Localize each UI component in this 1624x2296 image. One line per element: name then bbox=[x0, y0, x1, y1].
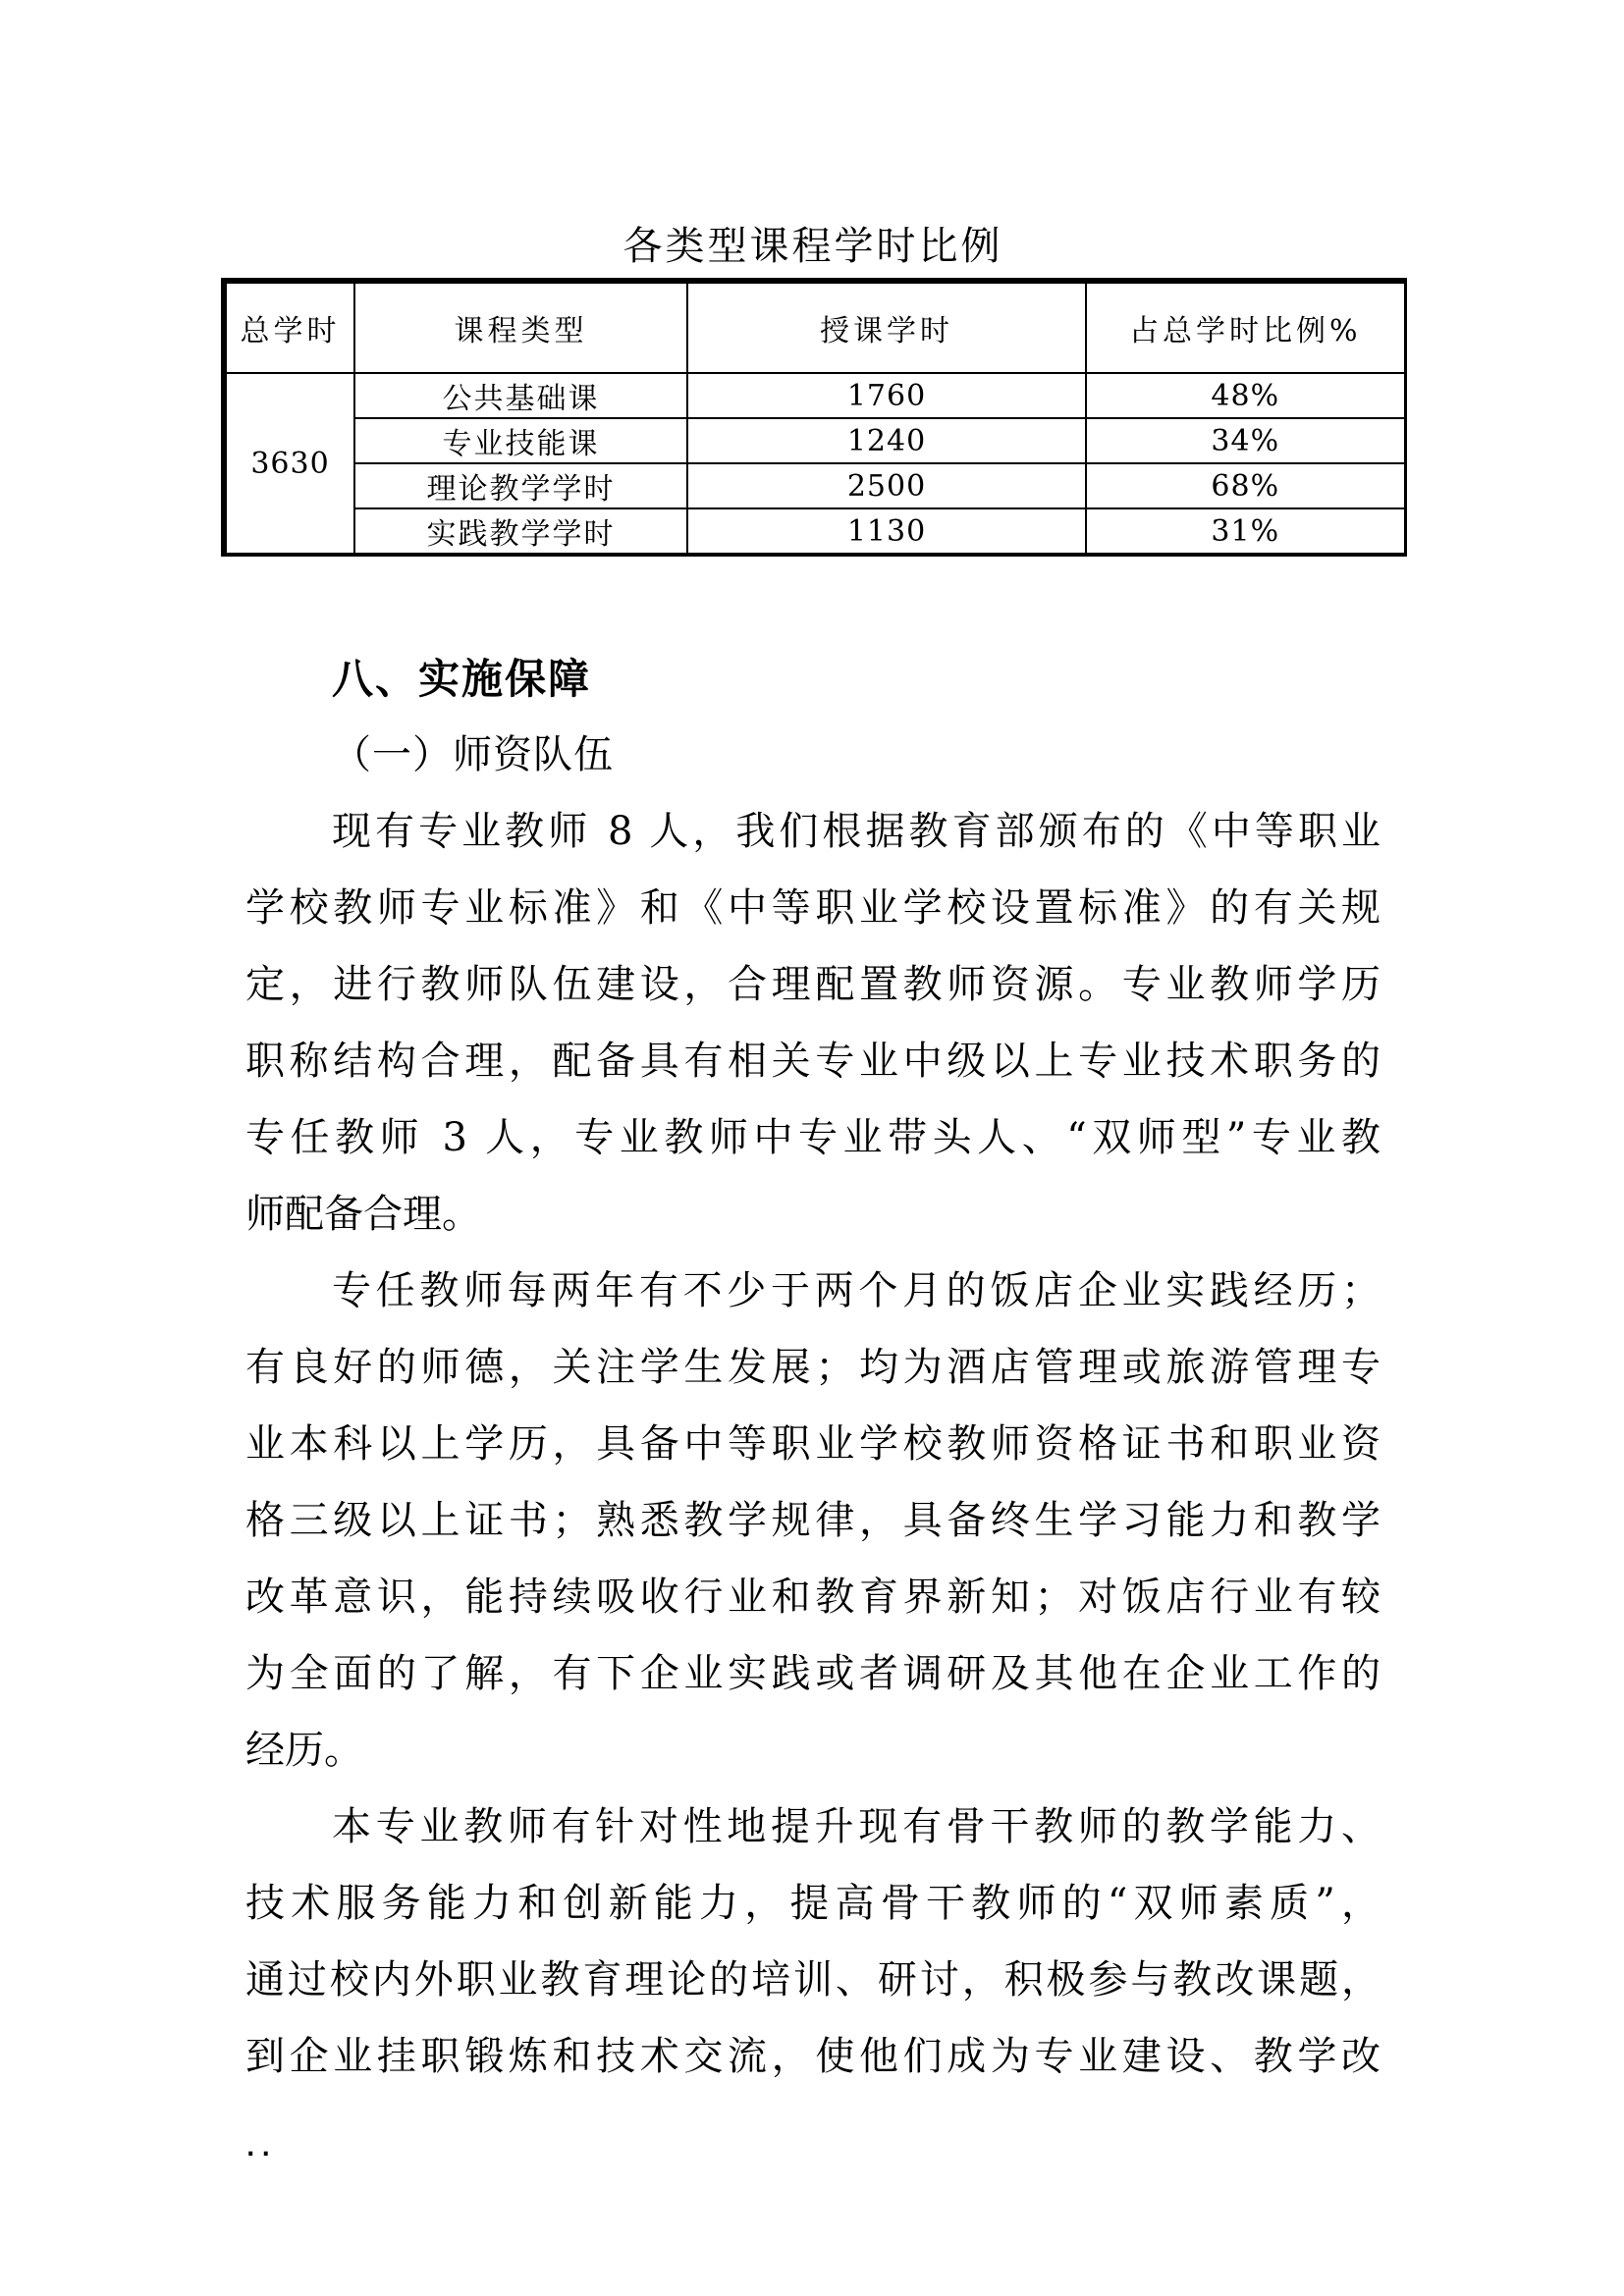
text-line: 到企业挂职锻炼和技术交流，使他们成为专业建设、教学改 bbox=[245, 2034, 1380, 2079]
course-hours-table bbox=[221, 278, 1407, 557]
header-cell: 占总学时比例% bbox=[1086, 281, 1405, 373]
footer-mark: .. bbox=[244, 2134, 274, 2162]
percent-cell: 48% bbox=[1086, 373, 1405, 418]
table-row bbox=[224, 463, 1405, 508]
text-line: 改革意识，能持续吸收行业和教育界新知；对饭店行业有较 bbox=[245, 1575, 1380, 1620]
table-row bbox=[224, 418, 1405, 463]
text-line: 职称结构合理，配备具有相关专业中级以上专业技术职务的 bbox=[245, 1039, 1380, 1084]
text-line: 本专业教师有针对性地提升现有骨干教师的教学能力、 bbox=[332, 1804, 1380, 1849]
course-type-cell: 公共基础课 bbox=[354, 373, 687, 418]
header-cell: 授课学时 bbox=[687, 281, 1086, 373]
course-type-cell: 理论教学学时 bbox=[354, 463, 687, 508]
teaching-hours-cell: 2500 bbox=[687, 463, 1086, 508]
text-line: 定，进行教师队伍建设，合理配置教师资源。专业教师学历 bbox=[245, 962, 1380, 1007]
table-title: 各类型课程学时比例 bbox=[623, 224, 1003, 269]
total-hours-cell: 3630 bbox=[224, 373, 354, 555]
paragraph bbox=[245, 1789, 1380, 2095]
text-line: 通过校内外职业教育理论的培训、研讨，积极参与教改课题， bbox=[245, 1957, 1380, 2002]
teaching-hours-cell: 1240 bbox=[687, 418, 1086, 463]
course-type-cell: 专业技能课 bbox=[354, 418, 687, 463]
text-line: 师配备合理。 bbox=[245, 1192, 481, 1237]
subsection-heading: （一）师资队伍 bbox=[332, 732, 614, 777]
text-line: 现有专业教师 8 人，我们根据教育部颁布的《中等职业 bbox=[332, 809, 1380, 854]
text-line: 学校教师专业标准》和《中等职业学校设置标准》的有关规 bbox=[245, 885, 1380, 931]
text-line: 专任教师 3 人，专业教师中专业带头人、“双师型”专业教 bbox=[245, 1115, 1380, 1160]
table-row bbox=[224, 508, 1405, 555]
table-row bbox=[224, 373, 1405, 418]
course-type-cell: 实践教学学时 bbox=[354, 508, 687, 555]
percent-cell: 31% bbox=[1086, 508, 1405, 555]
table-header-row bbox=[224, 281, 1405, 373]
text-line: 经历。 bbox=[245, 1728, 363, 1773]
teaching-hours-cell: 1130 bbox=[687, 508, 1086, 555]
body-paragraphs bbox=[245, 793, 1380, 2095]
text-line: 专任教师每两年有不少于两个月的饭店企业实践经历； bbox=[332, 1268, 1380, 1313]
text-line: 业本科以上学历，具备中等职业学校教师资格证书和职业资 bbox=[245, 1421, 1380, 1467]
paragraph bbox=[245, 793, 1380, 1253]
text-line: 技术服务能力和创新能力，提高骨干教师的“双师素质”， bbox=[245, 1881, 1380, 1926]
header-cell: 总学时 bbox=[224, 281, 354, 373]
text-line: 有良好的师德，关注学生发展；均为酒店管理或旅游管理专 bbox=[245, 1345, 1380, 1390]
teaching-hours-cell: 1760 bbox=[687, 373, 1086, 418]
percent-cell: 34% bbox=[1086, 418, 1405, 463]
section-heading: 八、实施保障 bbox=[332, 655, 592, 703]
header-cell: 课程类型 bbox=[354, 281, 687, 373]
percent-cell: 68% bbox=[1086, 463, 1405, 508]
text-line: 为全面的了解，有下企业实践或者调研及其他在企业工作的 bbox=[245, 1651, 1380, 1696]
text-line: 格三级以上证书；熟悉教学规律，具备终生学习能力和教学 bbox=[245, 1498, 1380, 1543]
paragraph bbox=[245, 1253, 1380, 1789]
